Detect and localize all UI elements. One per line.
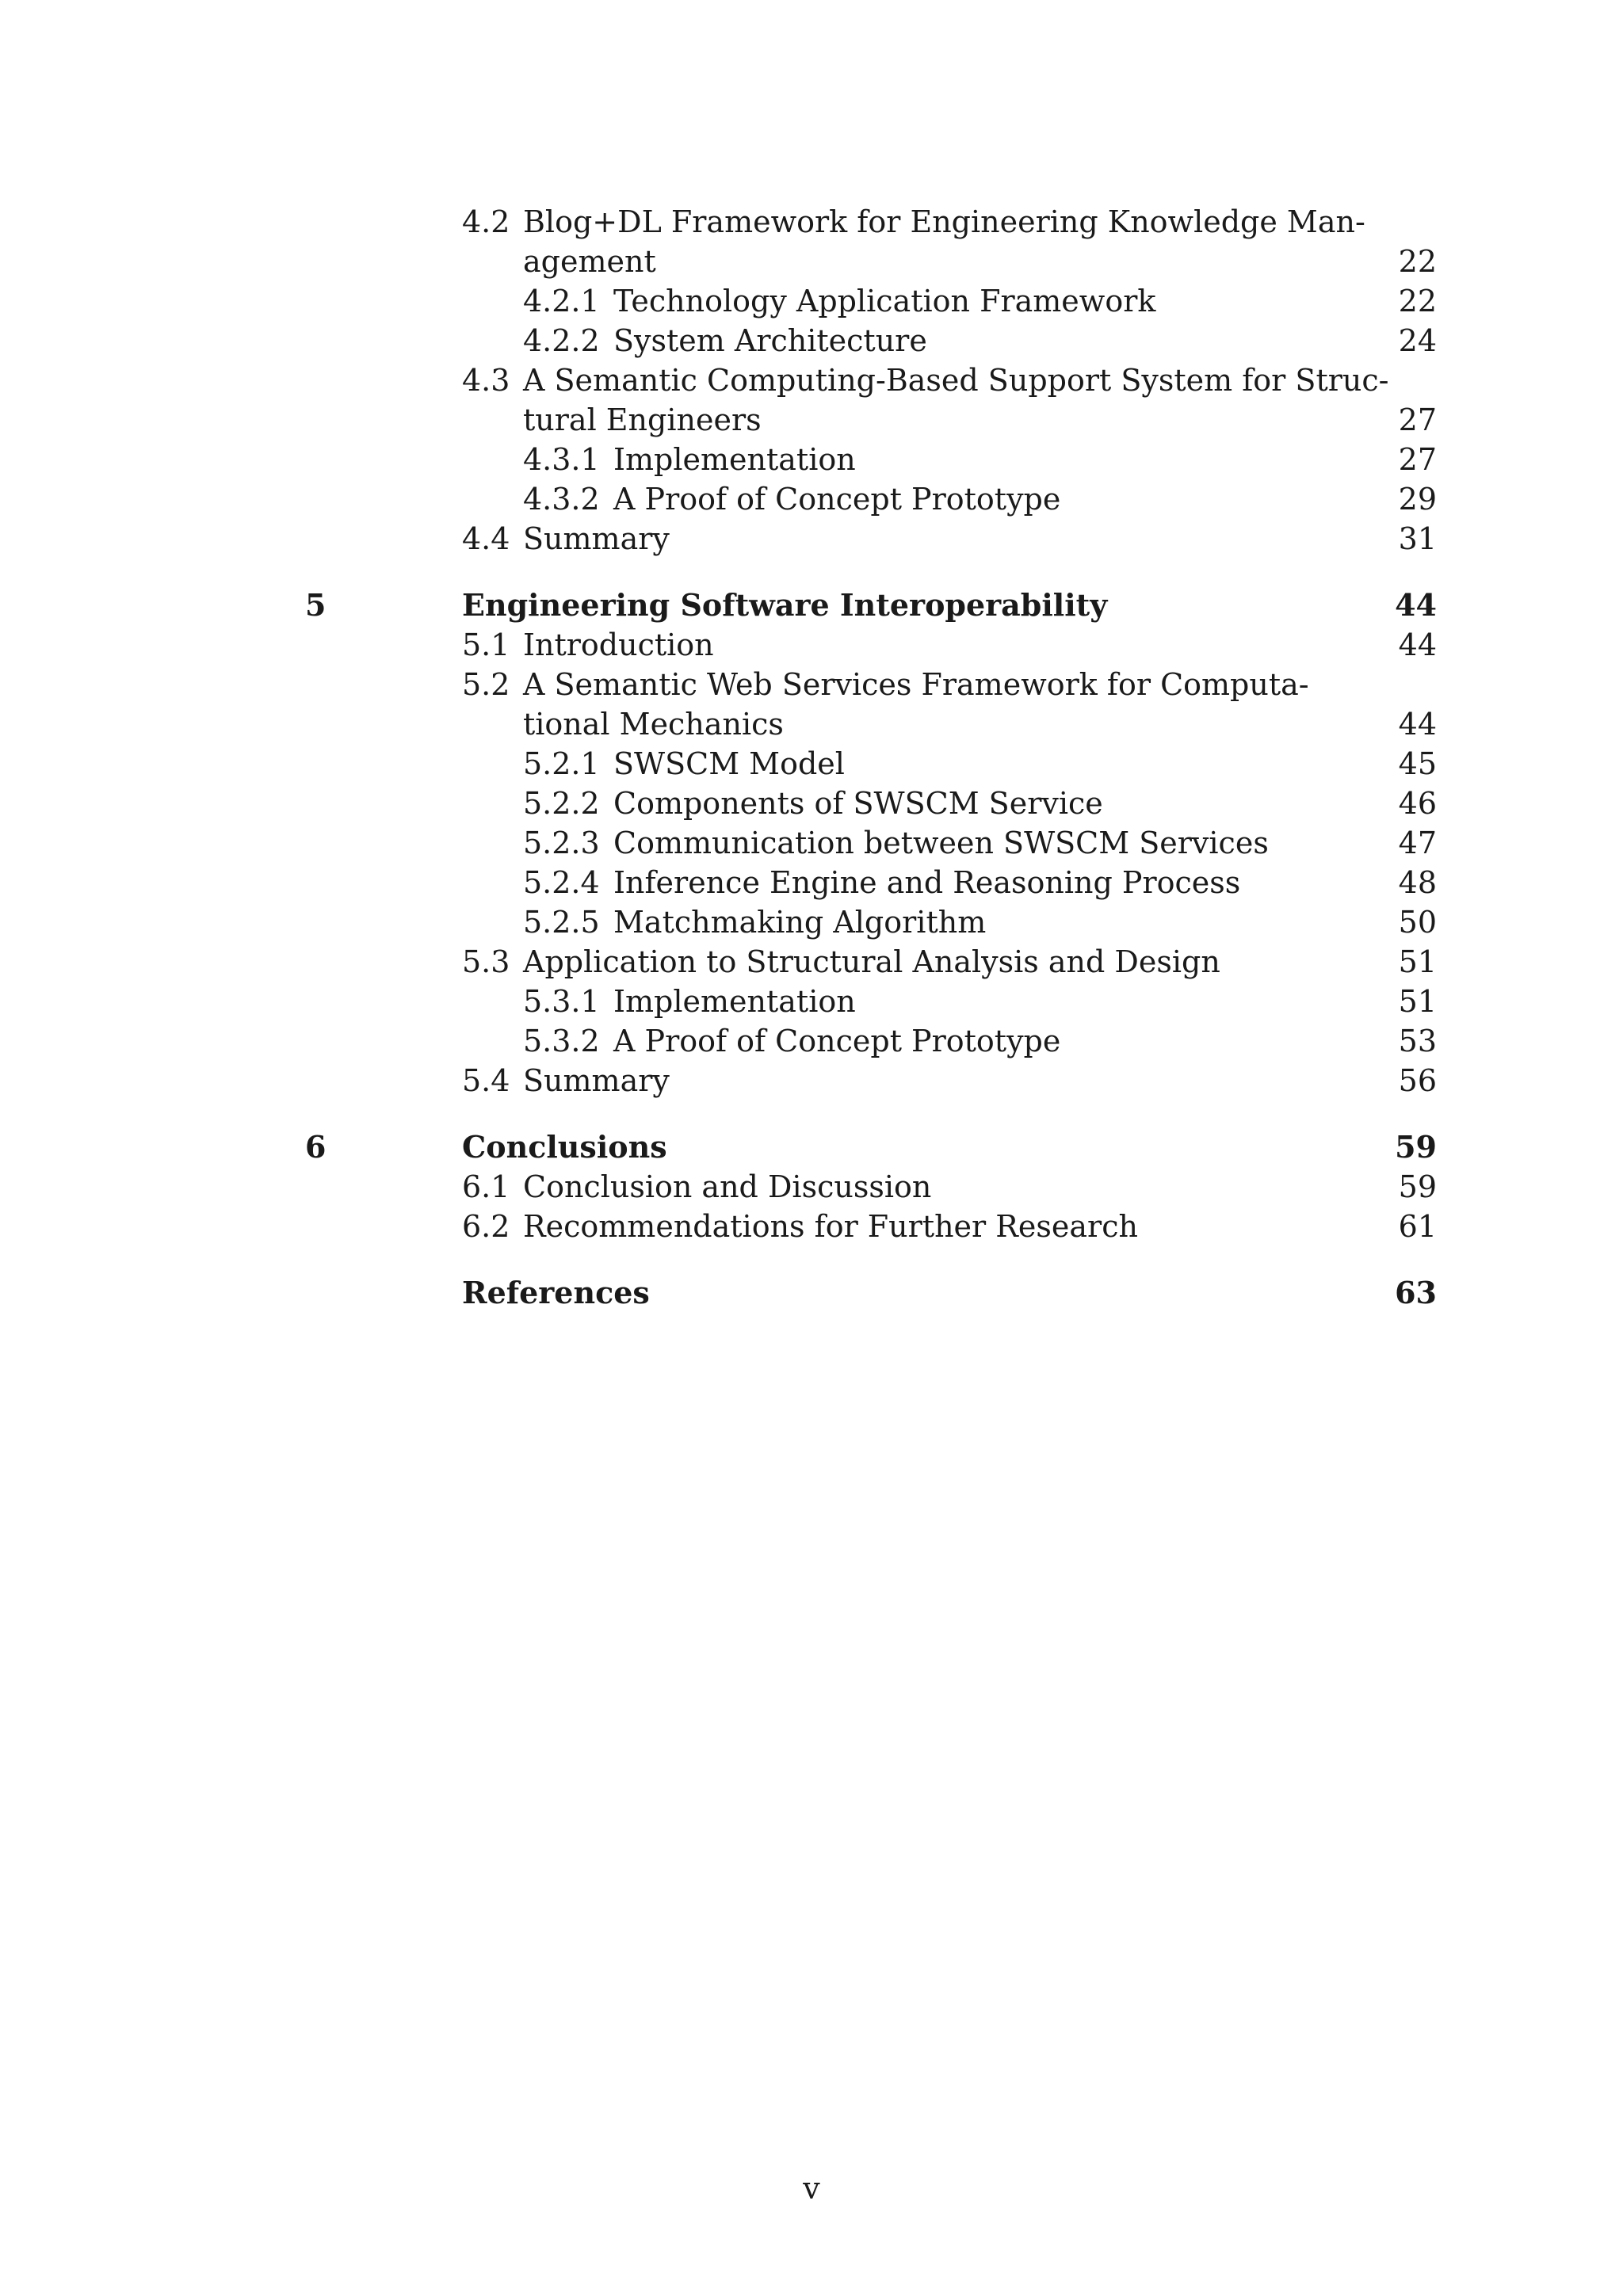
- toc-entry-6-2[interactable]: [0, 1207, 1623, 1246]
- page-number: 50: [1398, 905, 1437, 940]
- section-title-continued: tural Engineers: [523, 402, 762, 437]
- toc-entry-5-3[interactable]: [0, 942, 1623, 982]
- section-number: 6.2: [462, 1209, 510, 1244]
- toc-entry-4-3-continued[interactable]: [0, 400, 1623, 440]
- page-number: 47: [1398, 826, 1437, 860]
- toc-entry-5-4[interactable]: [0, 1061, 1623, 1100]
- references-title: References: [462, 1275, 650, 1310]
- page-number: 24: [1398, 323, 1437, 358]
- page-number: 27: [1398, 402, 1437, 437]
- section-title: Summary: [523, 521, 670, 556]
- subsection-title: Implementation: [613, 984, 856, 1019]
- chapter-number: 5: [305, 587, 327, 623]
- subsection-number: 4.2.2: [523, 323, 600, 358]
- table-of-contents: [0, 202, 1623, 1313]
- folio-page-number: v: [803, 2171, 820, 2206]
- toc-chapter-5[interactable]: [0, 585, 1623, 625]
- page-number: 46: [1398, 786, 1437, 821]
- section-title-continued: agement: [523, 244, 656, 279]
- toc-entry-5-1[interactable]: [0, 625, 1623, 665]
- page-number: 59: [1398, 1169, 1437, 1204]
- section-number: 4.4: [462, 521, 510, 556]
- section-number: 4.3: [462, 363, 510, 398]
- section-number: 5.2: [462, 667, 510, 702]
- subsection-number: 5.2.3: [523, 826, 600, 860]
- subsection-number: 5.2.1: [523, 746, 600, 781]
- page-number: 44: [1395, 587, 1437, 623]
- section-number: 5.1: [462, 627, 510, 662]
- page-number: 31: [1398, 521, 1437, 556]
- section-number: 4.2: [462, 204, 510, 239]
- section-title: A Semantic Web Services Framework for Computa-: [523, 667, 1309, 702]
- toc-entry-5-3-1[interactable]: [0, 982, 1623, 1021]
- subsection-title: Communication between SWSCM Services: [613, 826, 1269, 860]
- subsection-title: SWSCM Model: [613, 746, 845, 781]
- page-number: 53: [1398, 1024, 1437, 1058]
- page-number: 48: [1398, 865, 1437, 900]
- toc-entry-4-3[interactable]: [0, 360, 1623, 400]
- toc-entry-5-2-1[interactable]: [0, 744, 1623, 784]
- toc-entry-5-2-continued[interactable]: [0, 704, 1623, 744]
- toc-entry-4-2-1[interactable]: [0, 281, 1623, 321]
- subsection-title: Components of SWSCM Service: [613, 786, 1103, 821]
- section-title: A Semantic Computing-Based Support System for Struc-: [523, 363, 1389, 398]
- subsection-number: 5.3.1: [523, 984, 600, 1019]
- toc-entry-5-2-3[interactable]: [0, 823, 1623, 863]
- page-number: 51: [1398, 944, 1437, 979]
- toc-entry-5-2-5[interactable]: [0, 902, 1623, 942]
- toc-entry-5-2-2[interactable]: [0, 784, 1623, 823]
- page-number: 44: [1398, 627, 1437, 662]
- subsection-number: 5.3.2: [523, 1024, 600, 1058]
- page-number: 51: [1398, 984, 1437, 1019]
- page-number: 29: [1398, 482, 1437, 517]
- page-number: 22: [1398, 244, 1437, 279]
- subsection-title: System Architecture: [613, 323, 927, 358]
- page-number: 22: [1398, 284, 1437, 318]
- page-number: 61: [1398, 1209, 1437, 1244]
- toc-entry-5-2-4[interactable]: [0, 863, 1623, 902]
- subsection-number: 5.2.4: [523, 865, 600, 900]
- toc-entry-4-2-2[interactable]: [0, 321, 1623, 360]
- subsection-number: 4.3.1: [523, 442, 600, 477]
- section-title-continued: tional Mechanics: [523, 707, 784, 742]
- toc-entry-4-3-2[interactable]: [0, 479, 1623, 519]
- section-title: Recommendations for Further Research: [523, 1209, 1138, 1244]
- subsection-title: A Proof of Concept Prototype: [613, 1024, 1061, 1058]
- toc-chapter-6[interactable]: [0, 1127, 1623, 1167]
- subsection-title: Inference Engine and Reasoning Process: [613, 865, 1241, 900]
- subsection-number: 5.2.2: [523, 786, 600, 821]
- section-title: Application to Structural Analysis and Design: [523, 944, 1220, 979]
- toc-references[interactable]: [0, 1273, 1623, 1313]
- chapter-number: 6: [305, 1129, 327, 1165]
- toc-entry-4-4[interactable]: [0, 519, 1623, 559]
- subsection-title: Implementation: [613, 442, 856, 477]
- section-number: 6.1: [462, 1169, 510, 1204]
- subsection-title: Matchmaking Algorithm: [613, 905, 987, 940]
- toc-entry-4-3-1[interactable]: [0, 440, 1623, 479]
- subsection-title: A Proof of Concept Prototype: [613, 482, 1061, 517]
- subsection-title: Technology Application Framework: [613, 284, 1156, 318]
- page-number: 63: [1395, 1275, 1437, 1310]
- subsection-number: 5.2.5: [523, 905, 600, 940]
- toc-entry-5-3-2[interactable]: [0, 1021, 1623, 1061]
- section-title: Summary: [523, 1063, 670, 1098]
- section-title: Blog+DL Framework for Engineering Knowledge Man-: [523, 204, 1365, 239]
- page-number: 56: [1398, 1063, 1437, 1098]
- page-number: 45: [1398, 746, 1437, 781]
- page-number: 44: [1398, 707, 1437, 742]
- subsection-number: 4.3.2: [523, 482, 600, 517]
- section-number: 5.4: [462, 1063, 510, 1098]
- chapter-title: Engineering Software Interoperability: [462, 587, 1108, 623]
- section-number: 5.3: [462, 944, 510, 979]
- page-number: 27: [1398, 442, 1437, 477]
- toc-entry-4-2-continued[interactable]: [0, 242, 1623, 281]
- toc-entry-6-1[interactable]: [0, 1167, 1623, 1207]
- subsection-number: 4.2.1: [523, 284, 600, 318]
- section-title: Conclusion and Discussion: [523, 1169, 932, 1204]
- toc-entry-5-2[interactable]: [0, 665, 1623, 704]
- section-title: Introduction: [523, 627, 714, 662]
- toc-entry-4-2[interactable]: [0, 202, 1623, 242]
- page-number: 59: [1395, 1129, 1437, 1165]
- chapter-title: Conclusions: [462, 1129, 667, 1165]
